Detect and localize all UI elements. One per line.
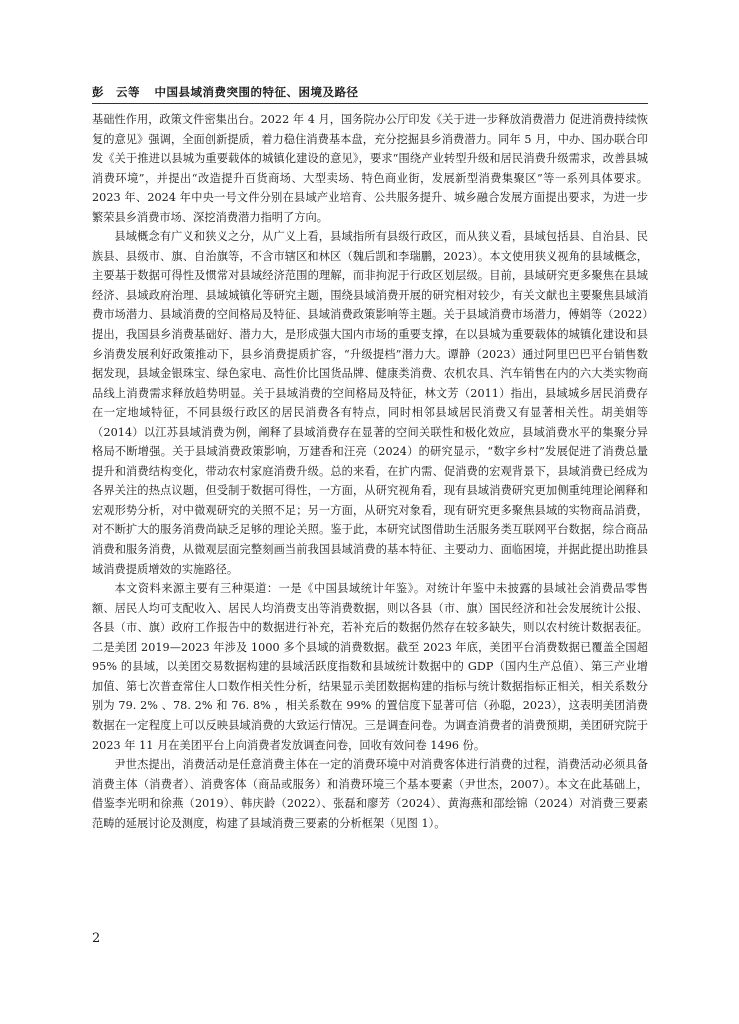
paragraph-framework: 尹世杰提出，消费活动是任意消费主体在一定的消费环境中对消费客体进行消费的过程，消费活动必须具备消费主体（消费者）、消费客体（商品或服务）和消费环境三个基本要素（尹世杰，2007）。本文在此基础上，借鉴李光明和徐燕（2019）、韩庆龄（2022）、张磊和廖芳（2024）、黄海燕和邵绘锦（2024）对消费三要素范畴的延展讨论及测度，构建了县域消费三要素的分析框架（见图 1）。 — [92, 758, 648, 830]
paragraph-continuation: 基础性作用，政策文件密集出台。2022 年 4 月，国务院办公厅印发《关于进一步释放消费潜力 促进消费持续恢复的意见》强调，全面创新提质，着力稳住消费基本盘，充分挖掘县乡消费潜力。同年 5 月，中办、国办联合印发《关于推进以县城为重要载体的城镇化建设的意见》，要求“围绕产业转型升级和居民消费升级需求，改善县城消费环境”，并提出“改造提升百货商场、大型卖场、特色商业街，发展新型消费集聚区”等一系列具体要求。2023 年、2024 年中央一号文件分别在县域产业培育、公共服务提升、城乡融合发展方面提出要求，为进一步繁荣县乡消费市场、深挖消费潜力指明了方向。 — [92, 113, 648, 224]
main-body-text — [92, 110, 648, 833]
header-rule — [92, 103, 648, 104]
paragraph-data-sources: 本文资料来源主要有三种渠道：一是《中国县域统计年鉴》。对统计年鉴中未披露的县域社会消费品零售额、居民人均可支配收入、居民人均消费支出等消费数据，则以各县（市、旗）国民经济和社会发展统计公报、各县（市、旗）政府工作报告中的数据进行补充，若补充后的数据仍然存在较多缺失，则以农村统计数据表征。二是美团 2019—2023 年涉及 1000 多个县域的消费数据。截至 2023 年底，美团平台消费数据已覆盖全国超 95% 的县域，以美团交易数据构建的县域活跃度指数和县域统计数据中的 GDP（国内生产总值）、第三产业增加值、第七次普查常住人口数作相关性分析，结果显示美团数据构建的指标与统计数据指标正相关，相关系数分别为 79. 2% 、78. 2% 和 76. 8% ，相关系数在 99% 的置信度下显著可信（孙聪，2023），这表明美团消费数据在一定程度上可以反映县域消费的大致运行情况。三是调查问卷。为调查消费者的消费预期，美团研究院于 2023 年 11 月在美团平台上向消费者发放调查问卷，回收有效问卷 1496 份。 — [92, 582, 648, 752]
header-author: 彭 云等 — [92, 85, 140, 99]
paragraph-county-concept: 县域概念有广义和狭义之分，从广义上看，县域指所有县级行政区，而从狭义看，县域包括县、自治县、民族县、县级市、旗、自治旗等，不含市辖区和林区（魏后凯和李瑞鹏，2023）。本文使用狭义视角的县域概念，主要基于数据可得性及惯常对县域经济范围的理解，而非拘泥于行政区划层级。目前，县域研究更多聚焦在县域经济、县域政府治理、县域城镇化等研究主题，围绕县域消费开展的研究相对较少，有关文献也主要聚焦县域消费市场潜力、县域消费的空间格局及特征、县域消费政策影响等主题。关于县域消费市场潜力，傅娟等（2022）提出，我国县乡消费基础好、潜力大，是形成强大国内市场的重要支撑，在以县城为重要载体的城镇化建设和县乡消费发展利好政策推动下，县乡消费提质扩容，“升级提档”潜力大。谭静（2023）通过阿里巴巴平台销售数据发现，县域金银珠宝、绿色家电、高性价比国货品牌、健康类消费、农机农具、汽车销售在内的六大类实物商品线上消费需求释放趋势明显。关于县域消费的空间格局及特征，林文芳（2011）指出，县域城乡居民消费存在一定地域特征，不同县级行政区的居民消费各有特点，同时相邻县域居民消费又有显著相关性。胡美娟等（2014）以江苏县域消费为例，阐释了县域消费存在显著的空间关联性和极化效应，县域消费水平的集聚分异格局不断增强。关于县域消费政策影响，万建香和汪亮（2024）的研究显示，“数字乡村”发展促进了消费总量提升和消费结构变化，带动农村家庭消费升级。总的来看，在扩内需、促消费的宏观背景下，县域消费已经成为各界关注的热点议题，但受制于数据可得性，一方面，从研究视角看，现有县域消费研究更加侧重纯理论阐释和宏观形势分析，对中微观研究的关照不足；另一方面，从研究对象看，现有研究更多聚焦县域的实物商品消费，对不断扩大的服务消费尚缺乏足够的理论关照。鉴于此，本研究试图借助生活服务类互联网平台数据，综合商品消费和服务消费，从微观层面完整刻画当前我国县域消费的基本特征、主要动力、面临困境，并据此提出助推县域消费提质增效的实施路径。 — [92, 230, 648, 576]
running-header — [92, 84, 648, 100]
page-number: 2 — [92, 931, 101, 946]
header-title: 中国县域消费突围的特征、困境及路径 — [154, 85, 359, 99]
